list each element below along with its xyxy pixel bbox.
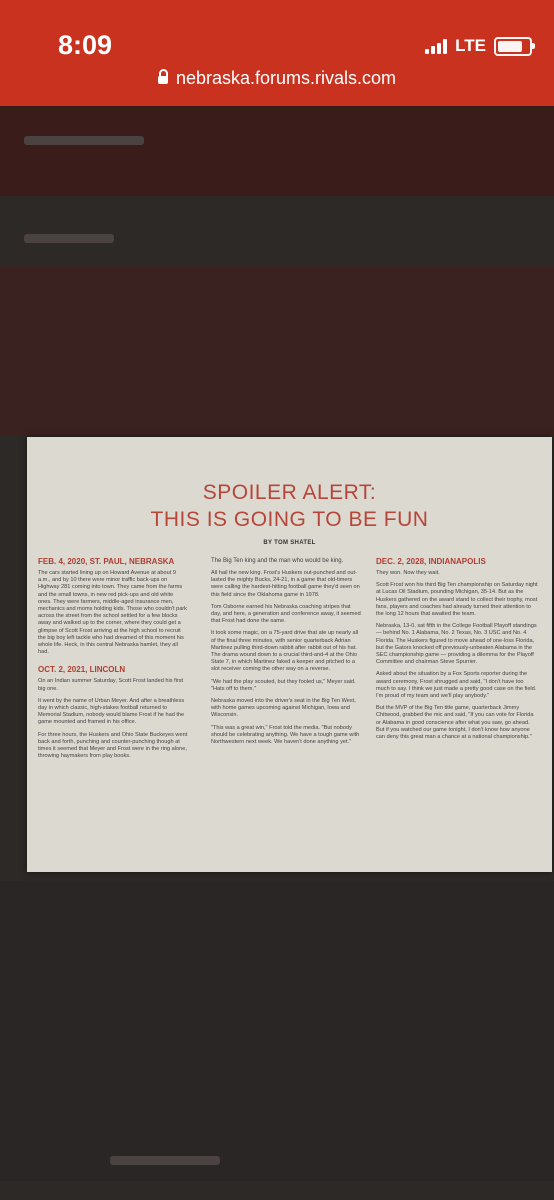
paragraph: "We had the play scouted, but they fooled us," Meyer said. "Hats off to them." (211, 678, 356, 692)
article-image[interactable] (27, 437, 552, 872)
paragraph: For three hours, the Huskers and Ohio State Buckeyes went back and forth, punching and counter-punching though at times it seemed that Meyer and Frost were in the ring alone, throwing haymakers from play books. (38, 731, 188, 760)
paragraph: Scott Frost won his third Big Ten championship on Saturday night at Lucas Oil Stadium, pounding Michigan, 35-14. But as the Huskers gathered on the award stand to collect their trophy, most fans, players and coaches had already turned their attention to the long 12 hours that awaited the team. (376, 582, 538, 618)
network-type: LTE (455, 36, 486, 55)
article-byline: BY TOM SHATEL (263, 540, 316, 546)
article-column-3 (376, 557, 538, 746)
paragraph: But the MVP of the Big Ten title game, quarterback Jimmy Chitwood, grabbed the mic and said, "If you can vote for Florida or Alabama in good conscience after what you saw, go ahead. But if you watched our game tonight, I don't know how anyone can deny this great man a chance at a national championship." (376, 705, 534, 741)
blurred-line (24, 136, 144, 145)
paragraph: "This was a great win," Frost told the media. "But nobody should be celebrating anything. We have a tough game with Northwestern next week. We haven't done anything yet." (211, 724, 360, 746)
blurred-line (110, 1156, 220, 1165)
paragraph: All hail the new king. Frost's Huskers out-punched and out-lasted the mighty Bucks, 24-21, in a game that old-timers were calling the hardest-hitting football game they'd seen on this field since the Oklahoma game in 1978. (211, 570, 360, 598)
paragraph: They won. Now they wait. (376, 570, 440, 576)
paragraph: The cars started lining up on Howard Avenue at about 9 a.m., and by 10 there were minor traffic back-ups on Highway 281 coming into town. They came from the farms and the small towns, in new red pick-ups and old white ones. They were farmers, middle-aged insurance men, mechanics and moms holding kids. Those who couldn't park across the street from the school settled for a few blocks away and walked up to the corner, where they could get a glimpse of Scott Frost arriving at the high school to recruit the big boy left tackle who had dreamed of this moment his whole life. Heck, in this central Nebraska hamlet, they all had. (38, 570, 187, 656)
paragraph: Nebraska moved into the driver's seat in the Big Ten West, with home games upcoming against Michigan, Iowa and Wisconsin. (211, 698, 356, 719)
blurred-content (0, 881, 554, 1181)
paragraph: Asked about the situation by a Fox Sports reporter during the award ceremony, Frost shrugged and said, "I don't have too much to say. I think we just made a pretty good case on the field. I'm proud of my team and we'll play anybody." (376, 671, 537, 700)
paragraph: The Big Ten king and the man who would be king. (211, 558, 344, 564)
status-icons (425, 36, 532, 56)
browser-top-bar (0, 0, 554, 106)
article-headline (27, 479, 552, 533)
paragraph: Nebraska, 13-0, sat fifth in the College Football Playoff standings — behind No. 1 Alabama, No. 2 Texas, No. 3 USC and No. 4 Florida. The Huskers figured to move ahead of one-loss Florida, but the Gators knocked off previously-unbeaten Alabama in the SEC championship game — providing a dilemma for the Playoff Committee and chairman Steve Spurrier. (376, 623, 537, 666)
paragraph: Tom Osborne earned his Nebraska coaching stripes that day, and here, a generation and conference away, it seemed that Frost had done the same. (211, 603, 361, 625)
blurred-line (24, 234, 114, 243)
forum-header-blurred (0, 106, 554, 196)
address-bar[interactable] (0, 68, 554, 89)
paragraph: It took some magic, on a 75-yard drive that ate up nearly all of the final three minutes, with senior quarterback Adrian Martinez pulling third-down rabbit after rabbit out of his hat. The drama wound down to a crucial third-and-4 at the Ohio State 7, in which Martinez faked a keeper and pitched to a slot receiver coming the other way on a reverse. (211, 630, 359, 673)
signal-icon (425, 38, 447, 54)
lock-icon (158, 76, 168, 84)
url-text: nebraska.forums.rivals.com (175, 68, 397, 88)
status-time: 8:09 (58, 30, 113, 60)
section-heading: FEB. 4, 2020, ST. PAUL, NEBRASKA (38, 557, 175, 566)
blurred-banner (0, 266, 554, 436)
headline-line-1: SPOILER ALERT: (202, 481, 377, 504)
article-column-2 (211, 557, 361, 751)
section-heading: DEC. 2, 2028, INDIANAPOLIS (376, 557, 486, 566)
paragraph: On an Indian summer Saturday, Scott Frost landed his first big one. (38, 678, 184, 692)
section-heading: OCT. 2, 2021, LINCOLN (38, 665, 126, 675)
headline-line-2: THIS IS GOING TO BE FUN (150, 508, 429, 531)
paragraph: It went by the name of Urban Meyer. And after a breathless day in which classic, high-stakes football returned to Memorial Stadium, nobody would blame Frost if he had the game mounted and framed in his office. (38, 697, 185, 726)
article-column-1 (38, 557, 188, 765)
battery-icon (494, 37, 532, 56)
